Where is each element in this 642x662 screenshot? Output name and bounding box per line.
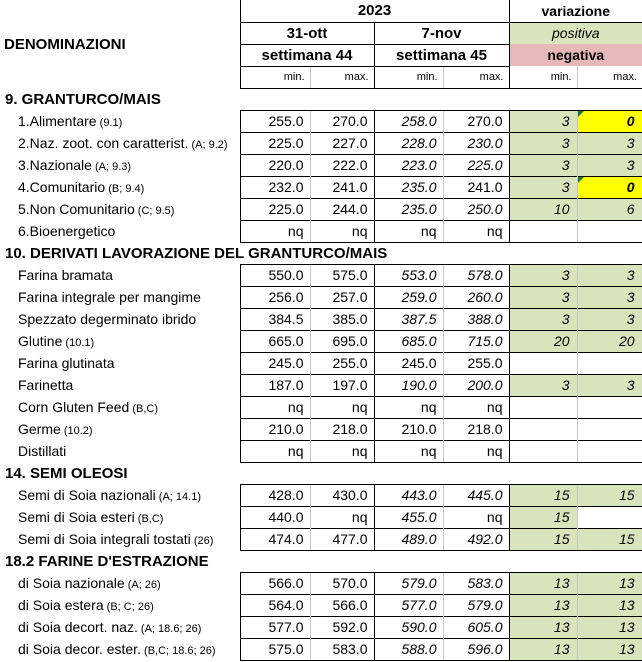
v-min-cell: 3: [509, 286, 577, 308]
b-min-cell: 258.0: [374, 110, 443, 132]
table-row: [0, 176, 642, 198]
b-min-cell: 553.0: [374, 264, 443, 286]
table-row: [0, 132, 642, 154]
row-name: [0, 154, 240, 176]
row-label: di Soia decort. naz.: [18, 619, 138, 635]
table-row: [0, 308, 642, 330]
v-min-cell: 10: [509, 198, 577, 220]
table-row: [0, 330, 642, 352]
row-name: [0, 110, 240, 132]
v-max-cell: [577, 396, 642, 418]
b-max-cell: nq: [443, 396, 509, 418]
v-min-cell: 15: [509, 506, 577, 528]
v-max-cell: 3: [577, 286, 642, 308]
b-max-cell: 230.0: [443, 132, 509, 154]
a-max-cell: nq: [310, 220, 374, 242]
row-label: di Soia nazionale: [18, 575, 125, 591]
min-header: min.: [374, 66, 443, 88]
table-row: [0, 396, 642, 418]
table-row: [0, 484, 642, 506]
b-min-cell: nq: [374, 220, 443, 242]
table-row: [0, 110, 642, 132]
row-label: Semi di Soia esteri: [18, 509, 135, 525]
b-min-cell: 259.0: [374, 286, 443, 308]
row-name: [0, 572, 240, 594]
b-max-cell: nq: [443, 506, 509, 528]
a-max-cell: 197.0: [310, 374, 374, 396]
table-row: [0, 506, 642, 528]
b-min-cell: 235.0: [374, 198, 443, 220]
b-max-cell: 715.0: [443, 330, 509, 352]
row-label: Glutine: [18, 333, 63, 349]
b-max-cell: nq: [443, 220, 509, 242]
v-max-cell: 0: [577, 110, 642, 132]
v-min-cell: 3: [509, 176, 577, 198]
table-row: [0, 594, 642, 616]
table-row: [0, 264, 642, 286]
v-min-cell: 15: [509, 484, 577, 506]
b-min-cell: 588.0: [374, 638, 443, 660]
table-row: [0, 154, 642, 176]
a-max-cell: 227.0: [310, 132, 374, 154]
a-min-cell: 665.0: [240, 330, 310, 352]
b-max-cell: 255.0: [443, 352, 509, 374]
b-max-cell: 270.0: [443, 110, 509, 132]
row-label: 2.Naz. zoot. con caratterist.: [18, 135, 189, 151]
b-min-cell: 235.0: [374, 176, 443, 198]
row-name: [0, 528, 240, 550]
v-max-cell: 15: [577, 484, 642, 506]
a-max-cell: 695.0: [310, 330, 374, 352]
b-min-cell: 228.0: [374, 132, 443, 154]
v-min-cell: [509, 220, 577, 242]
section-header-row: [0, 550, 642, 572]
v-min-cell: 20: [509, 330, 577, 352]
v-min-cell: 3: [509, 154, 577, 176]
v-max-cell: 13: [577, 638, 642, 660]
section-title: 14. SEMI OLEOSI: [5, 464, 128, 482]
row-note: (B,C; 18.6; 26): [140, 645, 216, 657]
row-name: [0, 352, 240, 374]
row-label: 5.Non Comunitario: [18, 201, 135, 217]
v-max-cell: 3: [577, 264, 642, 286]
v-max-cell: [577, 220, 642, 242]
b-min-cell: 245.0: [374, 352, 443, 374]
denominazioni-header: DENOMINAZIONI: [4, 35, 126, 53]
row-label: di Soia estera: [18, 597, 104, 613]
v-max-cell: 0: [577, 176, 642, 198]
row-label: 6.Bioenergetico: [18, 223, 116, 239]
v-min-cell: [509, 440, 577, 462]
a-max-cell: 385.0: [310, 308, 374, 330]
b-min-cell: nq: [374, 396, 443, 418]
a-min-cell: 187.0: [240, 374, 310, 396]
a-max-cell: 218.0: [310, 418, 374, 440]
row-note: (B; C; 26): [103, 601, 154, 613]
a-min-cell: 575.0: [240, 638, 310, 660]
a-min-cell: 256.0: [240, 286, 310, 308]
table-row: [0, 528, 642, 550]
b-max-cell: 492.0: [443, 528, 509, 550]
b-min-cell: 685.0: [374, 330, 443, 352]
a-min-cell: 255.0: [240, 110, 310, 132]
row-label: 3.Nazionale: [18, 157, 92, 173]
v-max-cell: 20: [577, 330, 642, 352]
v-min-cell: 3: [509, 264, 577, 286]
b-min-cell: 443.0: [374, 484, 443, 506]
v-max-cell: [577, 418, 642, 440]
row-note: (B,C): [129, 403, 159, 415]
row-name: [0, 396, 240, 418]
a-min-cell: 428.0: [240, 484, 310, 506]
table-row: [0, 286, 642, 308]
b-max-cell: 218.0: [443, 418, 509, 440]
a-max-cell: 592.0: [310, 616, 374, 638]
v-min-cell: [509, 396, 577, 418]
a-min-cell: 245.0: [240, 352, 310, 374]
row-note: (A; 18.6; 26): [137, 623, 202, 635]
a-max-cell: nq: [310, 440, 374, 462]
b-min-cell: 579.0: [374, 572, 443, 594]
b-max-cell: 578.0: [443, 264, 509, 286]
row-name: [0, 594, 240, 616]
week2-date: 7-nov: [374, 22, 509, 44]
v-max-cell: [577, 440, 642, 462]
min-header: min.: [240, 66, 310, 88]
row-label: Semi di Soia nazionali: [18, 487, 156, 503]
a-min-cell: 550.0: [240, 264, 310, 286]
a-min-cell: 474.0: [240, 528, 310, 550]
a-min-cell: 564.0: [240, 594, 310, 616]
table-row: [0, 220, 642, 242]
a-min-cell: 210.0: [240, 418, 310, 440]
v-min-cell: 3: [509, 110, 577, 132]
year-header: 2023: [240, 0, 509, 22]
v-max-cell: 6: [577, 198, 642, 220]
row-label: Corn Gluten Feed: [18, 399, 130, 415]
a-max-cell: 566.0: [310, 594, 374, 616]
min-header: min.: [509, 66, 577, 88]
a-max-cell: 477.0: [310, 528, 374, 550]
b-max-cell: nq: [443, 440, 509, 462]
v-min-cell: 3: [509, 308, 577, 330]
table-row: [0, 418, 642, 440]
b-max-cell: 596.0: [443, 638, 509, 660]
v-min-cell: 3: [509, 374, 577, 396]
b-min-cell: 577.0: [374, 594, 443, 616]
row-label: Farina bramata: [18, 267, 113, 283]
b-max-cell: 445.0: [443, 484, 509, 506]
table-row: [0, 572, 642, 594]
positiva-label: positiva: [509, 22, 642, 44]
v-min-cell: [509, 352, 577, 374]
row-name: [0, 176, 240, 198]
row-name: [0, 330, 240, 352]
b-min-cell: 190.0: [374, 374, 443, 396]
row-note: (B,C): [134, 513, 164, 525]
week1-date: 31-ott: [240, 22, 374, 44]
v-max-cell: 3: [577, 374, 642, 396]
row-label: Farina integrale per mangime: [18, 289, 201, 305]
b-max-cell: 583.0: [443, 572, 509, 594]
row-note: (C; 9.5): [134, 205, 175, 217]
a-min-cell: nq: [240, 396, 310, 418]
table-row: [0, 198, 642, 220]
v-min-cell: 3: [509, 132, 577, 154]
a-min-cell: 225.0: [240, 132, 310, 154]
section-header-row: [0, 88, 642, 110]
row-note: (A; 26): [124, 579, 161, 591]
a-min-cell: 225.0: [240, 198, 310, 220]
row-label: Spezzato degerminato ibrido: [18, 311, 197, 327]
b-min-cell: nq: [374, 440, 443, 462]
row-name: [0, 616, 240, 638]
row-note: (10.1): [62, 337, 95, 349]
v-max-cell: [577, 352, 642, 374]
a-max-cell: 244.0: [310, 198, 374, 220]
v-max-cell: 13: [577, 594, 642, 616]
v-min-cell: 13: [509, 572, 577, 594]
week1-label: settimana 44: [240, 44, 374, 66]
row-name: [0, 374, 240, 396]
v-min-cell: [509, 418, 577, 440]
row-name: [0, 286, 240, 308]
row-name: [0, 638, 240, 660]
row-name: [0, 506, 240, 528]
b-min-cell: 210.0: [374, 418, 443, 440]
row-note: (26): [190, 535, 214, 547]
max-header: max.: [577, 66, 642, 88]
row-name: [0, 308, 240, 330]
v-min-cell: 13: [509, 594, 577, 616]
b-min-cell: 489.0: [374, 528, 443, 550]
a-max-cell: 570.0: [310, 572, 374, 594]
a-max-cell: 257.0: [310, 286, 374, 308]
b-min-cell: 223.0: [374, 154, 443, 176]
row-label: 4.Comunitario: [18, 179, 106, 195]
v-max-cell: 15: [577, 528, 642, 550]
b-max-cell: 225.0: [443, 154, 509, 176]
v-max-cell: 3: [577, 132, 642, 154]
v-max-cell: 3: [577, 154, 642, 176]
v-max-cell: 13: [577, 572, 642, 594]
row-label: Semi di Soia integrali tostati: [18, 531, 191, 547]
b-max-cell: 200.0: [443, 374, 509, 396]
row-label: 1.Alimentare: [18, 113, 97, 129]
row-name: [0, 198, 240, 220]
a-max-cell: nq: [310, 396, 374, 418]
row-name: [0, 132, 240, 154]
b-max-cell: 388.0: [443, 308, 509, 330]
v-max-cell: [577, 506, 642, 528]
table-row: [0, 616, 642, 638]
row-name: [0, 264, 240, 286]
a-max-cell: 270.0: [310, 110, 374, 132]
a-min-cell: nq: [240, 220, 310, 242]
a-max-cell: nq: [310, 506, 374, 528]
row-note: (10.2): [60, 425, 93, 437]
row-name: [0, 418, 240, 440]
row-label: Distillati: [18, 443, 67, 459]
table-row: [0, 374, 642, 396]
section-title: 9. GRANTURCO/MAIS: [5, 90, 161, 108]
row-name: [0, 440, 240, 462]
row-note: (A; 9.2): [188, 139, 228, 151]
a-max-cell: 583.0: [310, 638, 374, 660]
a-max-cell: 430.0: [310, 484, 374, 506]
a-min-cell: 220.0: [240, 154, 310, 176]
v-min-cell: 13: [509, 616, 577, 638]
section-header-row: [0, 462, 642, 484]
max-header: max.: [443, 66, 509, 88]
a-min-cell: 566.0: [240, 572, 310, 594]
row-label: Germe: [18, 421, 61, 437]
row-note: (B; 9.4): [105, 183, 145, 195]
v-min-cell: 15: [509, 528, 577, 550]
b-max-cell: 605.0: [443, 616, 509, 638]
week2-label: settimana 45: [374, 44, 509, 66]
a-max-cell: 575.0: [310, 264, 374, 286]
b-max-cell: 241.0: [443, 176, 509, 198]
v-max-cell: 13: [577, 616, 642, 638]
a-max-cell: 255.0: [310, 352, 374, 374]
a-min-cell: 440.0: [240, 506, 310, 528]
a-min-cell: nq: [240, 440, 310, 462]
row-note: (A; 9.3): [91, 161, 132, 173]
section-title: 18.2 FARINE D'ESTRAZIONE: [5, 552, 209, 570]
b-max-cell: 250.0: [443, 198, 509, 220]
max-header: max.: [310, 66, 374, 88]
v-min-cell: 13: [509, 638, 577, 660]
row-name: [0, 220, 240, 242]
a-min-cell: 232.0: [240, 176, 310, 198]
b-min-cell: 590.0: [374, 616, 443, 638]
a-max-cell: 241.0: [310, 176, 374, 198]
table-row: [0, 352, 642, 374]
b-max-cell: 579.0: [443, 594, 509, 616]
row-name: [0, 484, 240, 506]
negativa-label: negativa: [509, 44, 642, 66]
section-title: 10. DERIVATI LAVORAZIONE DEL GRANTURCO/MAIS: [5, 244, 388, 262]
a-max-cell: 222.0: [310, 154, 374, 176]
table-row: [0, 638, 642, 660]
b-max-cell: 260.0: [443, 286, 509, 308]
table-row: [0, 440, 642, 462]
variazione-header: variazione: [509, 0, 642, 22]
row-note: (A; 14.1): [155, 491, 201, 503]
row-label: Farina glutinata: [18, 355, 115, 371]
b-min-cell: 455.0: [374, 506, 443, 528]
section-header-row: [0, 242, 642, 264]
a-min-cell: 577.0: [240, 616, 310, 638]
row-note: (9.1): [96, 117, 123, 129]
row-label: Farinetta: [18, 377, 74, 393]
row-label: di Soia decor. ester.: [18, 641, 141, 657]
b-min-cell: 387.5: [374, 308, 443, 330]
a-min-cell: 384.5: [240, 308, 310, 330]
v-max-cell: 3: [577, 308, 642, 330]
